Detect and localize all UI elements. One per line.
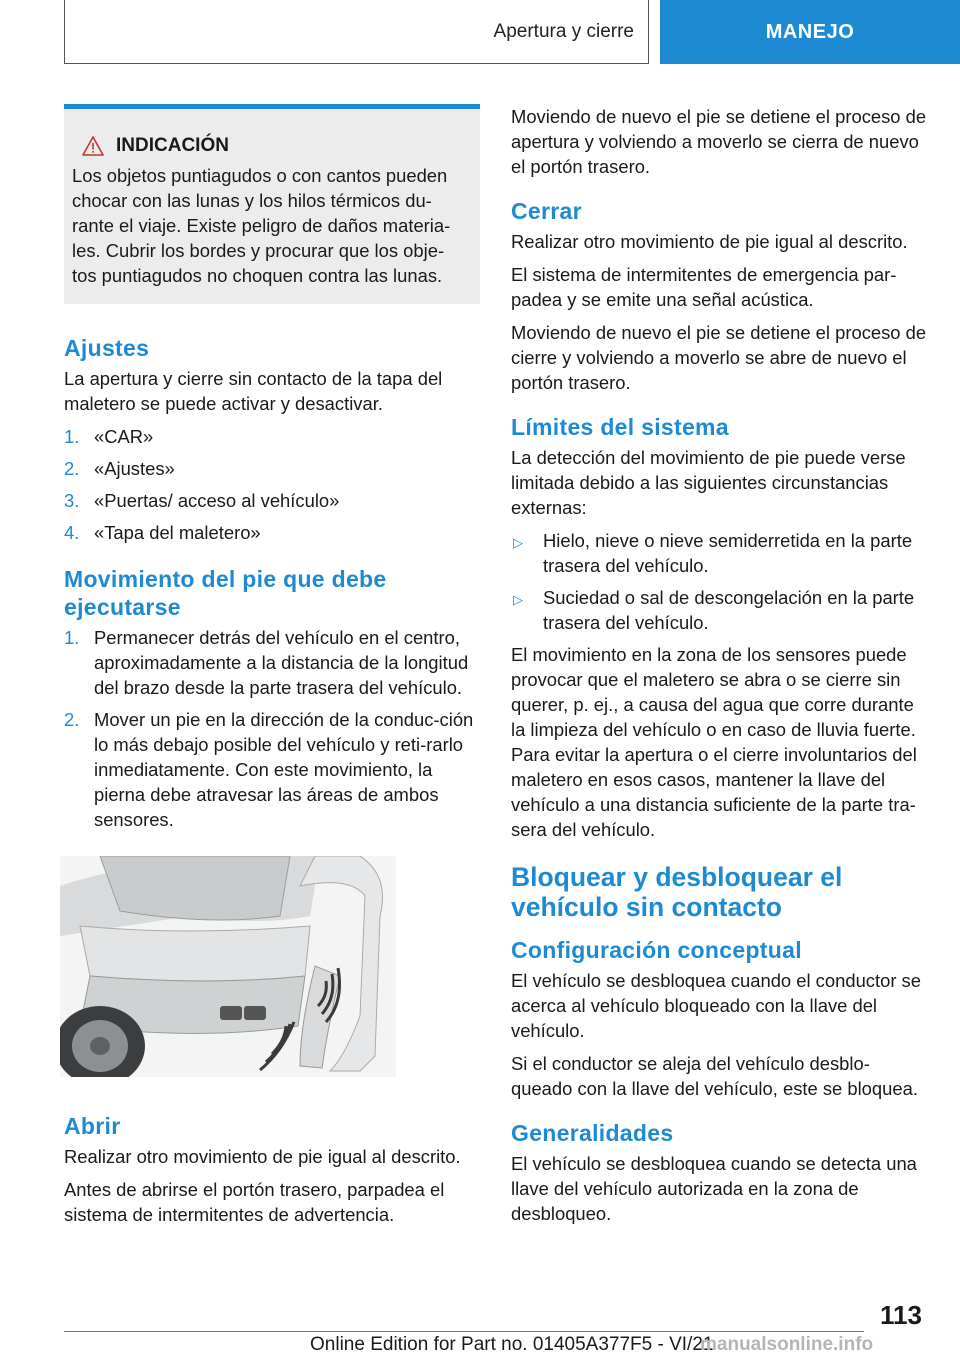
limites-body: El movimiento en la zona de los sensores puede provocar que el maletero se abra o se cierre sin querer, p. ej., a causa del agua que corre durante la limpieza del vehículo o en caso de lluvia fuerte. Para evitar la apertura o el cierre involuntarios del maletero en esos casos, mantener la llave del vehículo a una distancia suficiente de la parte tra-sera del vehículo. [511,644,917,840]
step-number: 3. [64,490,80,511]
generalidades-paragraph-1: El vehículo se desbloquea cuando se detecta una llave del vehículo autorizada en la zona de desbloqueo. [511,1153,917,1224]
notice-body: Los objetos puntiagudos o con cantos pueden chocar con las lunas y los hilos térmicos du-rante el viaje. Existe peligro de daños materia-les. Cubrir los bordes y procurar que los obje-tos puntiagudos no choquen contra las lunas. [72,165,451,286]
bullet-triangle-icon: ▷ [513,535,523,550]
cerrar-paragraph-2: El sistema de intermitentes de emergencia par-padea y se emite una señal acústica. [511,264,897,310]
header-section-title: Apertura y cierre [493,20,634,42]
list-item [64,424,480,449]
config-heading: Configuración conceptual [511,937,802,963]
list-item [511,528,928,578]
list-item [64,456,480,481]
header-chapter-label: MANEJO [765,20,855,43]
bullet-triangle-icon: ▷ [513,592,523,607]
limites-heading: Límites del sistema [511,414,729,440]
footer-edition: Online Edition for Part no. 01405A377F5 - VI/21 [310,1334,714,1355]
limites-intro: La detección del movimiento de pie puede verse limitada debido a las siguientes circunstancias externas: [511,447,906,518]
footer-watermark: manualsonline.info [700,1334,874,1355]
abrir-heading: Abrir [64,1113,121,1139]
step-number: 4. [64,522,80,543]
step-number: 1. [64,627,80,648]
abrir-paragraph-2: Antes de abrirse el portón trasero, parpadea el sistema de intermitentes de advertencia. [64,1179,445,1225]
step-text: «CAR» [94,426,154,447]
cerrar-paragraph-3: Moviendo de nuevo el pie se detiene el proceso de cierre y volviendo a moverlo se abre de nuevo el portón trasero. [511,322,927,393]
step-number: 2. [64,458,80,479]
header-section-box [64,0,649,64]
warning-triangle-icon [82,136,104,156]
right-column [511,104,928,1234]
step-text: «Tapa del maletero» [94,522,261,543]
movimiento-steps [64,625,480,832]
left-column [64,104,480,1235]
step-text: «Ajustes» [94,458,175,479]
footer-divider [64,1331,864,1332]
right-intro-paragraph: Moviendo de nuevo el pie se detiene el proceso de apertura y volviendo a moverlo se cierra de nuevo el portón trasero. [511,106,927,177]
bullet-text: Hielo, nieve o nieve semiderretida en la parte trasera del vehículo. [543,530,913,576]
notice-box [64,104,480,304]
list-item [511,585,928,635]
bloquear-heading: Bloquear y desbloquear el vehículo sin contacto [511,862,843,922]
step-number: 1. [64,426,80,447]
page-number: 113 [880,1300,922,1330]
notice-title: INDICACIÓN [116,135,229,156]
ajustes-intro: La apertura y cierre sin contacto de la tapa del maletero se puede activar y desactivar. [64,368,443,414]
list-item [64,707,480,832]
step-text: «Puertas/ acceso al vehículo» [94,490,340,511]
bullet-text: Suciedad o sal de descongelación en la parte trasera del vehículo. [543,587,915,633]
notice-title-row [72,135,466,157]
list-item [64,488,480,513]
ajustes-heading: Ajustes [64,335,150,361]
step-text: Mover un pie en la dirección de la conduc-ción lo más debajo posible del vehículo y reti-rarlo inmediatamente. Con este movimiento, la pierna debe atravesar las áreas de ambos sensores. [94,709,474,830]
step-text: Permanecer detrás del vehículo en el centro, aproximadamente a la distancia de la longitud del brazo desde la parte trasera del vehículo. [94,627,469,698]
movimiento-heading: Movimiento del pie que debe ejecutarse [64,566,387,620]
vehicle-rear-foot-gesture-illustration [60,856,396,1077]
cerrar-paragraph-1: Realizar otro movimiento de pie igual al descrito. [511,231,908,252]
list-item [64,625,480,700]
step-number: 2. [64,709,80,730]
header-chapter-tab [660,0,960,64]
limites-bullets [511,528,928,635]
config-paragraph-2: Si el conductor se aleja del vehículo desblo-queado con la llave del vehículo, este se bloquea. [511,1053,918,1099]
config-paragraph-1: El vehículo se desbloquea cuando el conductor se acerca al vehículo bloqueado con la llave del vehículo. [511,970,921,1041]
abrir-paragraph-1: Realizar otro movimiento de pie igual al descrito. [64,1146,461,1167]
ajustes-steps [64,424,480,545]
cerrar-heading: Cerrar [511,198,582,224]
generalidades-heading: Generalidades [511,1120,674,1146]
list-item [64,520,480,545]
